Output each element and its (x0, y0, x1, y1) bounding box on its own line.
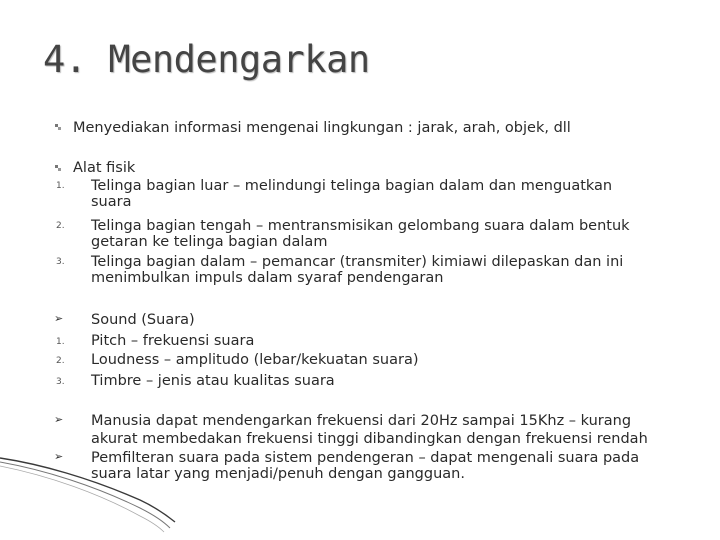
arrow-bullet-icon: ➢ (54, 312, 64, 325)
bullet-frekuensi-cont: akurat membedakan frekuensi tinggi dibandingkan dengan frekuensi rendah (91, 431, 648, 447)
list-item: Telinga bagian tengah – mentransmisikan gelombang suara dalam bentuk (91, 218, 630, 234)
list-number: 1. (56, 337, 65, 347)
arrow-bullet-icon: ➢ (54, 413, 64, 426)
list-number: 2. (56, 356, 65, 366)
list-item-cont: menimbulkan impuls dalam syaraf pendengaran (91, 270, 444, 286)
list-number: 3. (56, 257, 65, 267)
bullet-frekuensi: Manusia dapat mendengarkan frekuensi dari 20Hz sampai 15Khz – kurang (91, 413, 632, 429)
list-item: Timbre – jenis atau kualitas suara (91, 373, 335, 389)
slide-title: 4. Mendengarkan (43, 38, 370, 81)
bullet-pemfilteran-cont: suara latar yang menjadi/penuh dengan gangguan. (91, 466, 465, 482)
arrow-bullet-icon: ➢ (54, 450, 64, 463)
square-bullet-icon (55, 165, 61, 171)
list-item-cont: suara (91, 194, 132, 210)
sound-heading: Sound (Suara) (91, 312, 195, 328)
list-item: Telinga bagian dalam – pemancar (transmiter) kimiawi dilepaskan dan ini (91, 254, 624, 270)
bullet-info: Menyediakan informasi mengenai lingkungan : jarak, arah, objek, dll (73, 120, 571, 136)
list-number: 2. (56, 221, 65, 231)
bullet-pemfilteran: Pemfilteran suara pada sistem pendengeran – dapat mengenali suara pada (91, 450, 640, 466)
list-number: 1. (56, 181, 65, 191)
list-item-cont: getaran ke telinga bagian dalam (91, 234, 328, 250)
list-item: Pitch – frekuensi suara (91, 333, 255, 349)
alat-heading: Alat fisik (73, 160, 136, 176)
list-number: 3. (56, 377, 65, 387)
square-bullet-icon (55, 124, 61, 130)
list-item: Telinga bagian luar – melindungi telinga bagian dalam dan menguatkan (91, 178, 613, 194)
decorative-swoosh (0, 456, 180, 540)
list-item: Loudness – amplitudo (lebar/kekuatan suara) (91, 352, 419, 368)
